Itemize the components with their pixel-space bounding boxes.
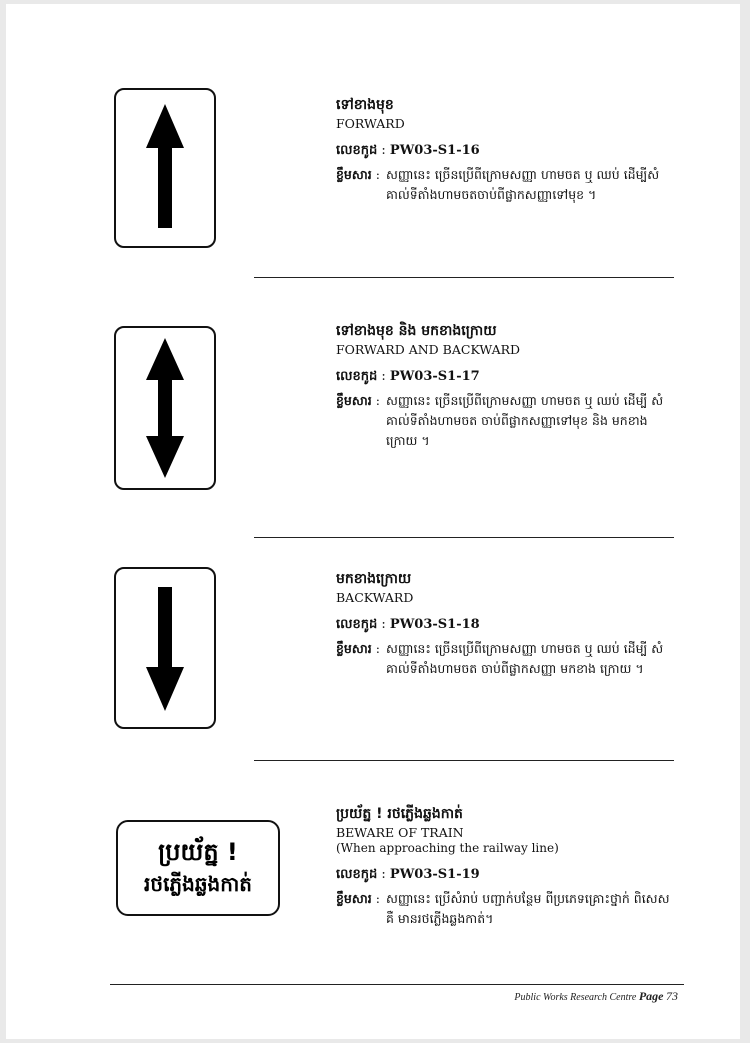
description-row: ខ្លឹមសារ : សញ្ញានេះ ប្រើសំរាប់ បញ្ជាក់បន្ថែម ពីប្រភេទគ្រោះថ្នាក់ ពិសេស គឺ មានរថភ្លើងឆ្លងកាត់។: [336, 889, 676, 929]
footer-page-number: 73: [666, 989, 678, 1003]
description-text: សញ្ញានេះ ច្រើនប្រើពីក្រោមសញ្ញា ហាមចត ឬ ឈប់ ដើម្បី សំគាល់ទីតាំងហាមចត ចាប់ពីផ្លាកសញ្ញាទៅមុខ និង មកខាងក្រោយ ។: [385, 393, 664, 448]
divider: [254, 277, 674, 278]
description-text: សញ្ញានេះ ច្រើនប្រើពីក្រោមសញ្ញា ហាមចត ឬ ឈប់ ដើម្បីសំគាល់ទីតាំងហាមចតចាប់ពីផ្លាកសញ្ញាទៅមុខ ។: [385, 167, 660, 202]
entry-forward-backward: [336, 322, 676, 451]
entry-title-kh: ទៅខាងមុខ និង មកខាងក្រោយ: [336, 323, 497, 339]
entry-title-en: BEWARE OF TRAIN: [336, 825, 464, 840]
description-text: សញ្ញានេះ ច្រើនប្រើពីក្រោមសញ្ញា ហាមចត ឬ ឈប់ ដើម្បី សំគាល់ទីតាំងហាមចត ចាប់ពីផ្លាកសញ្ញា មកខាង ក្រោយ ។: [385, 641, 664, 676]
description-label: ខ្លឹមសារ: [336, 641, 372, 656]
description-row: ខ្លឹមសារ : សញ្ញានេះ ច្រើនប្រើពីក្រោមសញ្ញា ហាមចត ឬ ឈប់ ដើម្បី សំគាល់ទីតាំងហាមចត ចាប់ពីផ្លាកសញ្ញា មកខាង ក្រោយ ។: [336, 639, 676, 679]
beware-train-sign: [116, 820, 280, 916]
sign-text-line-2: រថភ្លើងឆ្លងកាត់: [144, 872, 252, 896]
entry-beware-train: [336, 805, 676, 929]
code-row: លេខកូដ : PW03-S1-17: [336, 369, 480, 384]
footer-org: Public Works Research Centre: [514, 992, 637, 1003]
description-label: ខ្លឹមសារ: [336, 891, 372, 906]
footer-divider: [110, 984, 684, 985]
entry-title-kh: ទៅខាងមុខ: [336, 97, 394, 113]
arrow-down-icon: [116, 569, 214, 727]
description-row: ខ្លឹមសារ : សញ្ញានេះ ច្រើនប្រើពីក្រោមសញ្ញា ហាមចត ឬ ឈប់ ដើម្បីសំគាល់ទីតាំងហាមចតចាប់ពីផ្លាកសញ្ញាទៅមុខ ។: [336, 165, 676, 205]
divider: [254, 760, 674, 761]
page-footer: [514, 989, 678, 1004]
description-text: សញ្ញានេះ ប្រើសំរាប់ បញ្ជាក់បន្ថែម ពីប្រភេទគ្រោះថ្នាក់ ពិសេស គឺ មានរថភ្លើងឆ្លងកាត់។: [385, 891, 670, 926]
code-value: PW03-S1-19: [389, 867, 480, 882]
entry-backward: [336, 570, 676, 679]
description-row: ខ្លឹមសារ : សញ្ញានេះ ច្រើនប្រើពីក្រោមសញ្ញា ហាមចត ឬ ឈប់ ដើម្បី សំគាល់ទីតាំងហាមចត ចាប់ពីផ្លាកសញ្ញាទៅមុខ និង មកខាងក្រោយ ។: [336, 391, 676, 451]
sign-text-line-1: ប្រយ័ត្ន !: [158, 838, 238, 866]
code-value: PW03-S1-17: [389, 369, 480, 384]
forward-sign: [114, 88, 216, 248]
code-label: លេខកូដ: [336, 369, 378, 384]
code-label: លេខកូដ: [336, 617, 378, 632]
entry-title-en: BACKWARD: [336, 590, 414, 605]
entry-title-en: FORWARD AND BACKWARD: [336, 342, 521, 357]
code-value: PW03-S1-16: [389, 143, 480, 158]
entry-subtitle-en: (When approaching the railway line): [336, 841, 559, 855]
document-page: [6, 4, 740, 1039]
entry-title-kh: ប្រយ័ត្ន ! រថភ្លើងឆ្លងកាត់: [336, 806, 463, 822]
double-arrow-icon: [116, 328, 214, 488]
arrow-up-icon: [116, 90, 214, 246]
forward-backward-sign: [114, 326, 216, 490]
description-label: ខ្លឹមសារ: [336, 393, 372, 408]
code-label: លេខកូដ: [336, 143, 378, 158]
code-row: លេខកូដ : PW03-S1-19: [336, 867, 480, 882]
divider: [254, 537, 674, 538]
description-label: ខ្លឹមសារ: [336, 167, 372, 182]
footer-page-label: Page: [638, 989, 664, 1003]
backward-sign: [114, 567, 216, 729]
entry-forward: [336, 96, 676, 205]
entry-title-en: FORWARD: [336, 116, 405, 131]
code-label: លេខកូដ: [336, 867, 378, 882]
code-value: PW03-S1-18: [389, 617, 480, 632]
code-row: លេខកូដ : PW03-S1-18: [336, 617, 480, 632]
entry-title-kh: មកខាងក្រោយ: [336, 571, 412, 587]
code-row: លេខកូដ : PW03-S1-16: [336, 143, 480, 158]
